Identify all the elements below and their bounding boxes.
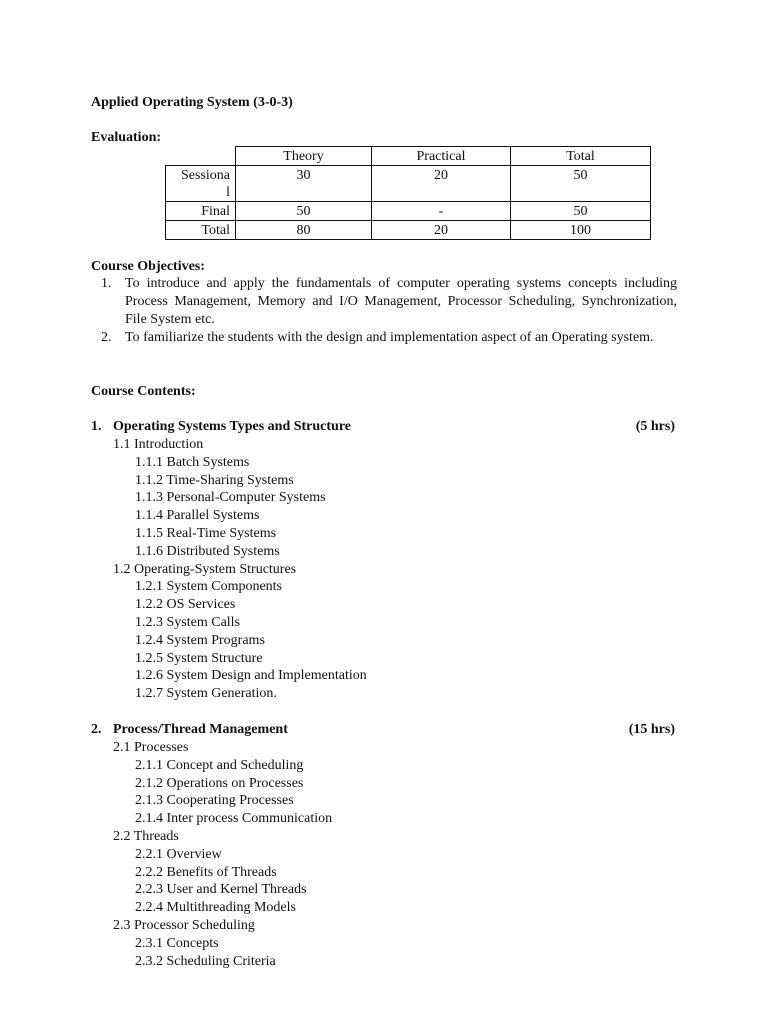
row-label: Final bbox=[166, 202, 236, 221]
section-item: 1.2 Operating-System Structures bbox=[113, 561, 297, 577]
table-cell: 50 bbox=[511, 202, 651, 221]
subsection-item: 2.3.2 Scheduling Criteria bbox=[135, 953, 276, 969]
subsection-item: 2.2.2 Benefits of Threads bbox=[135, 864, 277, 880]
column-header: Total bbox=[511, 147, 651, 166]
subsection-item: 1.2.1 System Components bbox=[135, 579, 283, 595]
evaluation-heading: Evaluation: bbox=[91, 130, 162, 145]
table-cell: 20 bbox=[372, 221, 511, 240]
objective-item bbox=[91, 275, 677, 329]
unit-hours: (15 hrs) bbox=[628, 722, 675, 737]
subsection-item: 2.3.1 Concepts bbox=[135, 935, 219, 951]
section-item: 2.2 Threads bbox=[113, 829, 179, 844]
subsection-item: 1.1.1 Batch Systems bbox=[135, 454, 250, 470]
row-label: Sessiona l bbox=[166, 166, 236, 202]
objectives-heading: Course Objectives: bbox=[91, 259, 205, 274]
table-row bbox=[166, 202, 651, 221]
unit-number: 2. bbox=[91, 722, 102, 737]
table-cell: - bbox=[372, 202, 511, 221]
table-cell: 20 bbox=[372, 166, 511, 202]
subsection-item: 1.1.4 Parallel Systems bbox=[135, 508, 260, 524]
subsection-item: 1.2.2 OS Services bbox=[135, 597, 236, 613]
subsection-item: 2.2.4 Multithreading Models bbox=[135, 900, 296, 916]
subsection-item: 1.1.2 Time-Sharing Systems bbox=[135, 472, 294, 488]
subsection-item: 1.1.3 Personal-Computer Systems bbox=[135, 490, 326, 506]
evaluation-table bbox=[165, 146, 651, 240]
table-row bbox=[166, 166, 651, 202]
objective-number: 2. bbox=[101, 330, 112, 345]
subsection-item: 2.2.1 Overview bbox=[135, 846, 222, 862]
unit-hours: (5 hrs) bbox=[635, 419, 675, 434]
objective-text: To introduce and apply the fundamentals of computer operating systems concepts including Process Management, Memory and I/O Management, Processor Scheduling, Synchronization, File System etc. bbox=[125, 276, 677, 327]
section-item: 1.1 Introduction bbox=[113, 437, 204, 452]
table-cell: 50 bbox=[511, 166, 651, 202]
subsection-item: 1.1.6 Distributed Systems bbox=[135, 543, 280, 559]
subsection-item: 2.1.2 Operations on Processes bbox=[135, 775, 304, 791]
subsection-item: 1.2.5 System Structure bbox=[135, 650, 263, 666]
course-title: Applied Operating System (3-0-3) bbox=[91, 95, 293, 110]
table-cell: 80 bbox=[236, 221, 372, 240]
section-item: 2.1 Processes bbox=[113, 740, 189, 755]
column-header: Practical bbox=[372, 147, 511, 166]
subsection-item: 1.2.3 System Calls bbox=[135, 615, 241, 630]
column-header: Theory bbox=[236, 147, 372, 166]
subsection-item: 2.2.3 User and Kernel Threads bbox=[135, 882, 307, 898]
contents-heading: Course Contents: bbox=[91, 384, 196, 399]
unit-title: Process/Thread Management bbox=[113, 722, 288, 737]
subsection-item: 2.1.1 Concept and Scheduling bbox=[135, 757, 304, 773]
objective-text: To familiarize the students with the design and implementation aspect of an Operating system. bbox=[125, 330, 654, 345]
subsection-item: 1.2.6 System Design and Implementation bbox=[135, 668, 367, 684]
table-cell: 30 bbox=[236, 166, 372, 202]
table-header-row bbox=[166, 147, 651, 166]
subsection-item: 1.2.7 System Generation. bbox=[135, 686, 277, 702]
subsection-item: 1.1.5 Real-Time Systems bbox=[135, 526, 277, 541]
table-corner bbox=[166, 147, 236, 166]
row-label: Total bbox=[166, 221, 236, 240]
table-row bbox=[166, 221, 651, 240]
unit-title: Operating Systems Types and Structure bbox=[113, 419, 352, 434]
subsection-item: 1.2.4 System Programs bbox=[135, 632, 265, 648]
subsection-item: 2.1.4 Inter process Communication bbox=[135, 811, 333, 827]
unit-number: 1. bbox=[91, 419, 102, 434]
table-cell: 100 bbox=[511, 221, 651, 240]
table-cell: 50 bbox=[236, 202, 372, 221]
objective-item bbox=[91, 329, 677, 347]
subsection-item: 2.1.3 Cooperating Processes bbox=[135, 793, 294, 809]
objective-number: 1. bbox=[101, 276, 112, 291]
section-item: 2.3 Processor Scheduling bbox=[113, 918, 255, 933]
